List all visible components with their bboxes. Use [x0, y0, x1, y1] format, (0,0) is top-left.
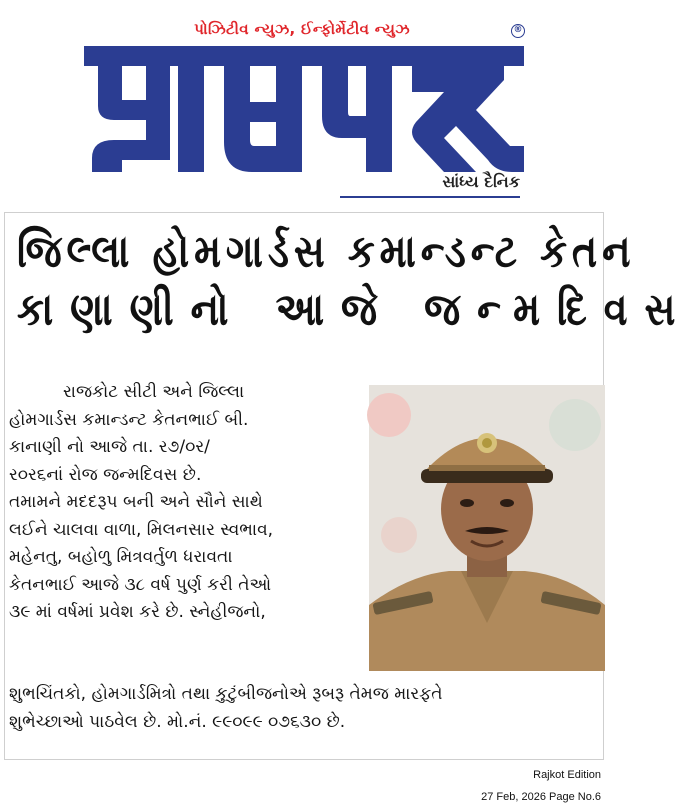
registered-mark: ®: [511, 24, 525, 38]
article-body-wide: [9, 681, 605, 736]
article-body-column: [9, 379, 369, 627]
body-line: ૩૯ માં વર્ષમાં પ્રવેશ કરે છે. સ્નેહીજનો,: [9, 602, 266, 622]
masthead-subtitle: સાંધ્ય દૈનિક: [442, 172, 520, 191]
subtitle-underline: [340, 196, 520, 198]
article-clipping: [4, 212, 692, 760]
headline-line-1: જિલ્લા હોમગાર્ડસ કમાન્ડન્ટ કેતન: [17, 225, 636, 278]
article-headline: [17, 217, 692, 336]
body-line: તમામને મદદરૂપ બની અને સૌને સાથે: [9, 492, 263, 512]
body-line: હોમગાર્ડસ કમાન્ડન્ટ કેતનભાઈ બી.: [9, 409, 249, 430]
edition-label: Rajkot Edition: [533, 769, 601, 781]
masthead: [0, 0, 609, 212]
body-line: રાજકોટ સીટી અને જિલ્લા: [63, 382, 245, 402]
body-line: શુભચિંતકો, હોમગાર્ડમિત્રો તથા કુટુંબીજનોએ રૂબરૂ તેમજ મારફતે: [9, 684, 443, 704]
date-page-label: 27 Feb, 2026 Page No.6: [481, 791, 601, 803]
body-line: કાનાણી નો આજે તા. ર૭/૦ર/: [9, 437, 210, 457]
source-credit: [481, 764, 601, 808]
newspaper-logo: [84, 46, 524, 178]
body-line: લઈને ચાલવા વાળા, મિલનસાર સ્વભાવ,: [9, 519, 274, 540]
body-line: શુભેચ્છાઓ પાઠવેલ છે. મો.નં. ૯૯૦૯૯ ૦૭૬૩૦ છે.: [9, 711, 346, 732]
body-line: કેતનભાઈ આજે ૩૮ વર્ષ પુર્ણ કરી તેઓ: [9, 574, 272, 595]
body-line: મહેનતુ, બહોળુ મિત્રવર્તુળ ધરાવતા: [9, 547, 233, 567]
masthead-tagline: પોઝિટીવ ન્યુઝ, ઈન્ફોર્મેટીવ ન્યુઝ: [194, 20, 410, 38]
portrait-photo: [369, 385, 605, 671]
body-line: ર૦ર૬નાં રોજ જન્મદિવસ છે.: [9, 464, 202, 485]
headline-line-2: કાણાણીનો આજે જન્મદિવસ: [17, 283, 692, 336]
